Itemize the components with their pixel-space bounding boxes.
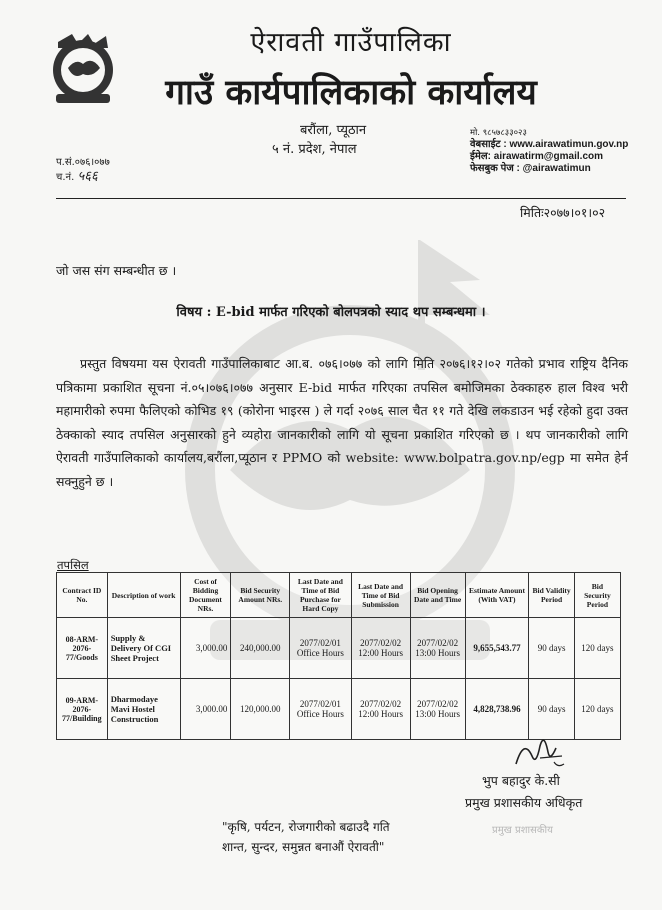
col-security-period: Bid Security Period: [574, 573, 620, 618]
cell-submission-deadline: 2077/02/02 12:00 Hours: [351, 618, 410, 679]
cell-bid-security: 120,000.00: [231, 679, 290, 740]
signatory-name: भुप बहादुर के.सी: [482, 773, 560, 788]
cell-contract-id: 09-ARM-2076-77/Building: [57, 679, 108, 740]
fiscal-year-ref: प.सं.०७६।०७७: [56, 157, 110, 168]
dispatch-label: च.नं.: [56, 172, 75, 183]
bid-schedule-table: [56, 572, 621, 740]
header-divider: [56, 198, 626, 199]
col-opening: Bid Opening Date and Time: [410, 573, 465, 618]
faint-stamp: प्रमुख प्रशासकीय: [492, 825, 553, 836]
cell-description: Dharmodaye Mavi Hostel Construction: [107, 679, 180, 740]
cell-validity: 90 days: [529, 679, 575, 740]
cell-description: Supply & Delivery Of CGI Sheet Project: [107, 618, 180, 679]
reference-block: [56, 156, 110, 185]
cell-validity: 90 days: [529, 618, 575, 679]
cell-estimate: 9,655,543.77: [465, 618, 529, 679]
cell-security-period: 120 days: [574, 618, 620, 679]
table-header-row: [57, 573, 621, 618]
col-description: Description of work: [107, 573, 180, 618]
cell-opening: 2077/02/02 13:00 Hours: [410, 679, 465, 740]
address-line-2: ५ नं. प्रदेश, नेपाल: [272, 142, 357, 157]
contact-block: [470, 127, 628, 175]
subject-line: विषय : E-bid मार्फत गरिएको बोलपत्रको स्याद थप सम्बन्धमा ।: [176, 305, 486, 320]
cell-purchase-deadline: 2077/02/01 Office Hours: [290, 679, 351, 740]
cell-estimate: 4,828,738.96: [465, 679, 529, 740]
cell-security-period: 120 days: [574, 679, 620, 740]
slogan-line-1: "कृषि, पर्यटन, रोजगारीको बढाउदै गति: [222, 820, 390, 834]
dispatch-number: [56, 170, 110, 185]
col-contract-id: Contract ID No.: [57, 573, 108, 618]
signatory-title: प्रमुख प्रशासकीय अधिकृत: [465, 795, 583, 810]
col-validity: Bid Validity Period: [529, 573, 575, 618]
body-paragraph: प्रस्तुत विषयमा यस ऐरावती गाउँपालिकाबाट आ.ब. ०७६।०७७ को लागि मिति २०७६।१२।०२ गतेको प्रभाव राष्ट्रिय दैनिक पत्रिकामा प्रकाशित सूचना नं.०५।०७६।०७७ अनुसार E-bid मार्फत गरिएका तपसिल बमोजिमका ठेक्काहरु हाल विश्व भरी महामारीको रुपमा फैलिएको कोभिड १९ (कोरोना भाइरस ) ले गर्दा २०७६ साल चैत ११ गते देखि लकडाउन भई रहेको हुदा उक्त ठेक्काको स्याद तपसिल अनुसारको हुने व्यहोरा जानकारीको लागि यो सूचना प्रकाशित गरिएको छ । थप जानकारीको लागि ऐरावती गाउँपालिकाको कार्यालय,बरौंला,प्यूठान र PPMO को website: www.bolpatra.gov.np/egp मा समेत हेर्न सक्नुहुने छ ।: [56, 356, 628, 489]
cell-doc-cost: 3,000.00: [180, 618, 231, 679]
handwritten-signature: [510, 728, 570, 774]
slogan-line-2: शान्त, सुन्दर, समुन्नत बनाऔं ऐरावती": [222, 840, 385, 854]
col-estimate: Estimate Amount (With VAT): [465, 573, 529, 618]
schedule-heading: तपसिल: [57, 558, 89, 572]
cell-doc-cost: 3,000.00: [180, 679, 231, 740]
salutation: जो जस संग सम्बन्धीत छ ।: [56, 263, 177, 278]
contact-email: ईमेल: airawatirm@gmail.com: [470, 151, 604, 162]
table-row: [57, 618, 621, 679]
contact-facebook: फेसबुक पेज : @airawatimun: [470, 163, 591, 174]
contact-phone: मो. ९८५७८३३०२३: [470, 128, 527, 138]
cell-bid-security: 240,000.00: [231, 618, 290, 679]
dispatch-number-value: ५६६: [77, 169, 98, 184]
contact-website: वेबसाईट : www.airawatimun.gov.np: [470, 139, 629, 150]
address-line-1: बरौंला, प्यूठान: [300, 123, 367, 138]
letter-date: मितिः२०७७।०१।०२: [520, 205, 606, 220]
col-purchase-deadline: Last Date and Time of Bid Purchase for Hard Copy: [290, 573, 351, 618]
col-bid-security: Bid Security Amount NRs.: [231, 573, 290, 618]
office-name: गाउँ कार्यपालिकाको कार्यालय: [165, 72, 537, 113]
cell-submission-deadline: 2077/02/02 12:00 Hours: [351, 679, 410, 740]
col-submission-deadline: Last Date and Time of Bid Submission: [351, 573, 410, 618]
municipality-name: ऐरावती गाउँपालिका: [250, 27, 452, 58]
cell-purchase-deadline: 2077/02/01 Office Hours: [290, 618, 351, 679]
cell-contract-id: 08-ARM-2076-77/Goods: [57, 618, 108, 679]
col-doc-cost: Cost of Bidding Document NRs.: [180, 573, 231, 618]
cell-opening: 2077/02/02 13:00 Hours: [410, 618, 465, 679]
